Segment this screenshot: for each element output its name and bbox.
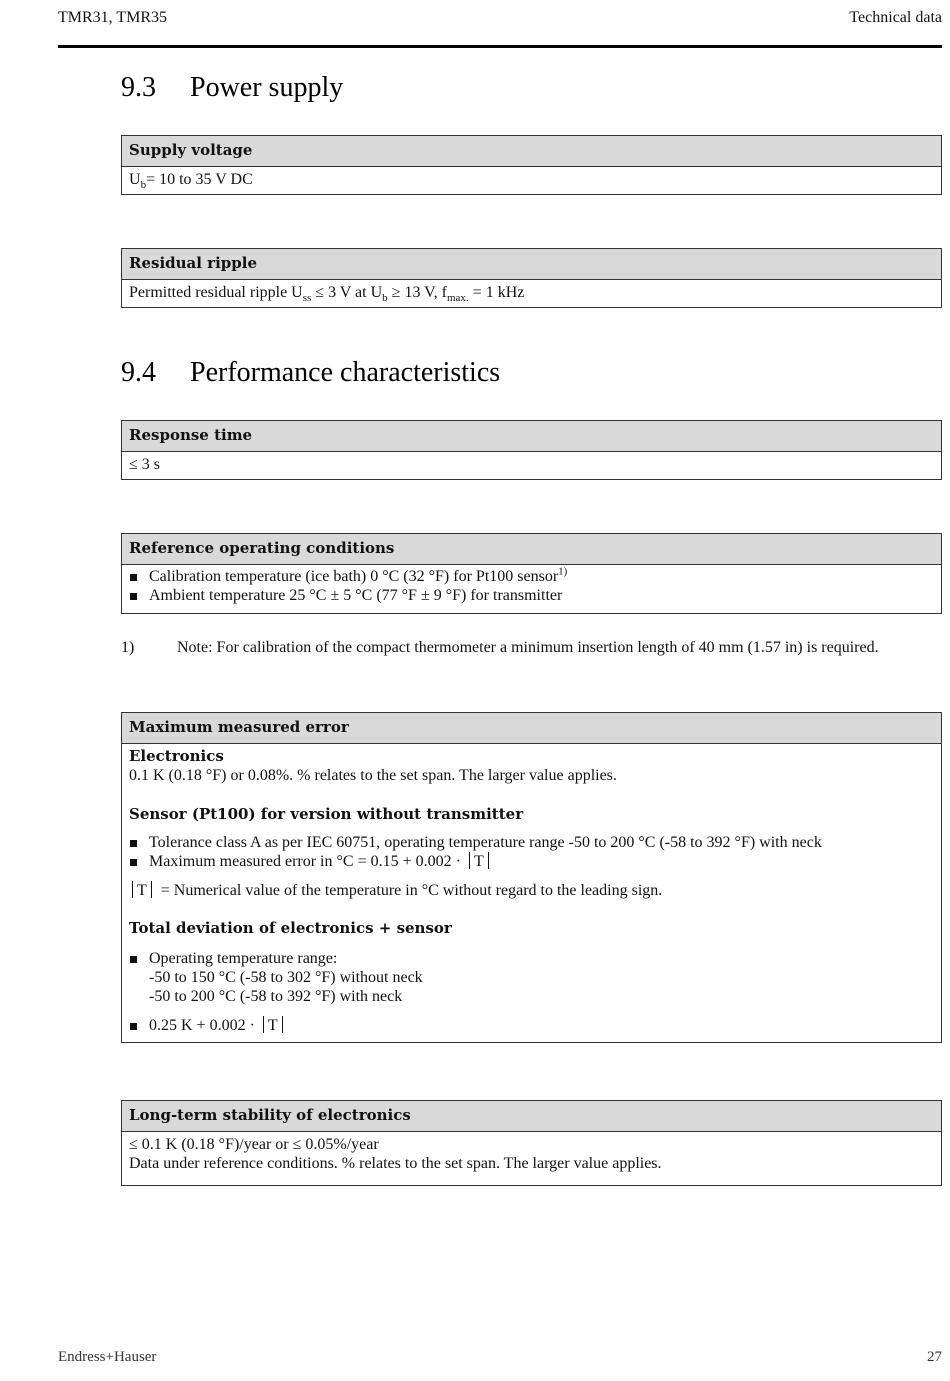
list-item — [129, 949, 934, 1006]
section-heading-performance — [121, 357, 500, 389]
ripple-text: ≥ 13 V, f — [387, 284, 447, 301]
abs-bar — [263, 1016, 264, 1033]
stability-line: Data under reference conditions. % relates to the set span. The larger value applies. — [129, 1155, 662, 1172]
table-heading: Supply voltage — [122, 136, 941, 167]
table-heading: Long-term stability of electronics — [122, 1101, 941, 1132]
list-item-text: Operating temperature range: — [149, 950, 338, 967]
t-symbol: T — [473, 853, 484, 870]
voltage-symbol: U — [129, 171, 141, 188]
section-number: 9.3 — [121, 72, 156, 103]
electronics-text: 0.1 K (0.18 °F) or 0.08%. % relates to the set span. The larger value applies. — [129, 767, 617, 784]
footer-brand: Endress+Hauser — [58, 1349, 157, 1365]
footnote-text: Note: For calibration of the compact thermometer a minimum insertion length of 40 mm (1.57 in) is required. — [177, 639, 879, 656]
abs-bar — [469, 852, 470, 869]
t-symbol: T — [137, 882, 147, 899]
abs-bar — [488, 852, 489, 869]
total-deviation-subtitle: Total deviation of electronics + sensor — [129, 919, 452, 937]
t-symbol: T — [267, 1017, 278, 1034]
electronics-subtitle: Electronics — [129, 747, 224, 765]
ripple-text: ≤ 3 V at U — [311, 284, 383, 301]
footnote — [121, 639, 879, 657]
list-item — [129, 567, 934, 586]
table-body: ≤ 3 s — [129, 456, 161, 473]
table-body — [122, 280, 941, 307]
table-heading: Maximum measured error — [122, 713, 941, 744]
footnote-ref: 1) — [558, 565, 568, 578]
list-item-text: -50 to 150 °C (-58 to 302 °F) without neck — [149, 969, 423, 986]
supply-voltage-table — [121, 135, 942, 195]
voltage-subscript: b — [140, 179, 147, 192]
section-title: Performance characteristics — [190, 357, 501, 388]
ripple-subscript: ss — [302, 292, 312, 305]
ripple-subscript: b — [382, 292, 388, 305]
ripple-text: = 1 kHz — [468, 284, 525, 301]
ripple-subscript: max. — [446, 292, 469, 305]
section-heading-power-supply — [121, 72, 343, 104]
table-heading: Residual ripple — [122, 249, 941, 280]
voltage-range: = 10 to 35 V DC — [146, 171, 253, 188]
stability-line: ≤ 0.1 K (0.18 °F)/year or ≤ 0.05%/year — [129, 1136, 379, 1153]
list-item-text: Maximum measured error in °C = 0.15 + 0.002 · — [149, 853, 461, 870]
list-item-text: -50 to 200 °C (-58 to 392 °F) with neck — [149, 988, 403, 1005]
reference-conditions-table — [121, 533, 942, 614]
residual-ripple-table — [121, 248, 942, 308]
list-item — [129, 1016, 934, 1035]
list-item — [129, 586, 934, 605]
table-heading: Response time — [122, 421, 941, 452]
list-item — [129, 852, 934, 871]
page-header — [58, 6, 942, 48]
bullet-list — [129, 567, 934, 605]
abs-bar — [151, 881, 152, 898]
long-term-stability-table — [121, 1100, 942, 1186]
page-number: 27 — [927, 1349, 942, 1365]
ripple-text: Permitted residual ripple U — [129, 284, 303, 301]
bullet-list — [129, 833, 934, 871]
section-title: Power supply — [190, 72, 344, 103]
section-number: 9.4 — [121, 357, 156, 388]
list-item-text: Calibration temperature (ice bath) 0 °C (32 °F) for Pt100 sensor — [149, 568, 559, 585]
sensor-subtitle: Sensor (Pt100) for version without transmitter — [129, 805, 524, 823]
table-body — [122, 744, 941, 1042]
abs-bar — [132, 881, 133, 898]
response-time-table — [121, 420, 942, 480]
abs-bar — [282, 1016, 283, 1033]
t-note: = Numerical value of the temperature in °C without regard to the leading sign. — [160, 882, 663, 899]
header-product-name: TMR31, TMR35 — [58, 9, 168, 26]
footnote-marker: 1) — [121, 639, 135, 656]
list-item: Tolerance class A as per IEC 60751, operating temperature range -50 to 200 °C (-58 to 392 °F) with neck — [129, 833, 934, 852]
table-body — [122, 1132, 941, 1185]
list-item-text: Ambient temperature 25 °C ± 5 °C (77 °F ± 9 °F) for transmitter — [149, 587, 563, 604]
header-section-name: Technical data — [849, 9, 942, 26]
list-item-text: 0.25 K + 0.002 · — [149, 1017, 255, 1034]
bullet-list — [129, 949, 934, 1035]
table-body — [122, 565, 941, 613]
max-error-table — [121, 712, 942, 1043]
t-definition — [129, 881, 934, 900]
table-heading: Reference operating conditions — [122, 534, 941, 565]
table-body — [122, 167, 941, 194]
